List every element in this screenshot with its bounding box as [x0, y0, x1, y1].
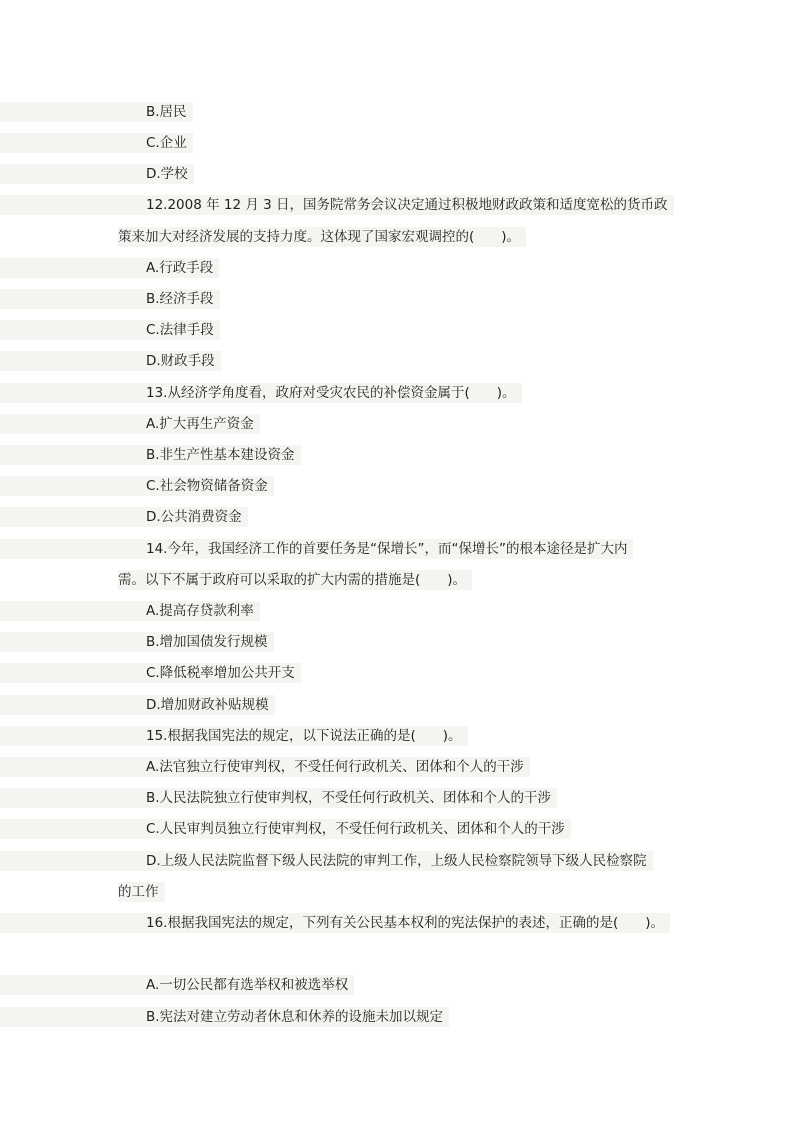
line-text: 的工作: [118, 882, 165, 902]
option-line: [0, 695, 275, 715]
option-line: [0, 414, 260, 434]
line-text: A.行政手段: [0, 258, 219, 278]
option-line: [0, 476, 274, 496]
line-text: C.降低税率增加公共开支: [0, 663, 301, 683]
option-line: [0, 289, 220, 309]
line-text: 16.根据我国宪法的规定，下列有关公民基本权利的宪法保护的表述，正确的是( )。: [0, 913, 670, 933]
question-continuation: [0, 570, 472, 590]
question-line: [0, 726, 468, 746]
option-line: [0, 819, 571, 839]
option-line: [0, 1007, 449, 1027]
line-text: B.居民: [0, 102, 193, 122]
line-text: D.财政手段: [0, 351, 221, 371]
option-line: [0, 757, 530, 777]
line-text: 15.根据我国宪法的规定，以下说法正确的是( )。: [0, 726, 468, 746]
line-text: A.提高存贷款利率: [0, 601, 260, 621]
line-text: D.上级人民法院监督下级人民法院的审判工作，上级人民检察院领导下级人民检察院: [0, 851, 653, 871]
line-text: 12.2008 年 12 月 3 日，国务院常务会议决定通过积极地财政政策和适度宽松的货币政: [0, 195, 674, 215]
option-line: [0, 851, 653, 871]
question-line: [0, 913, 670, 933]
option-line: [0, 164, 194, 184]
option-line: [0, 507, 248, 527]
line-text: D.学校: [0, 164, 194, 184]
question-line: [0, 383, 522, 403]
line-text: B.增加国债发行规模: [0, 632, 274, 652]
line-text: A.扩大再生产资金: [0, 414, 260, 434]
line-text: B.宪法对建立劳动者休息和休养的设施未加以规定: [0, 1007, 449, 1027]
option-line: [0, 133, 193, 153]
line-text: 策来加大对经济发展的支持力度。这体现了国家宏观调控的( )。: [118, 227, 526, 247]
option-line: [0, 975, 354, 995]
line-text: A.法官独立行使审判权，不受任何行政机关、团体和个人的干涉: [0, 757, 530, 777]
line-text: B.经济手段: [0, 289, 220, 309]
option-line: [0, 102, 193, 122]
line-text: C.社会物资储备资金: [0, 476, 274, 496]
option-continuation: [0, 882, 165, 902]
line-text: C.企业: [0, 133, 193, 153]
option-line: [0, 258, 219, 278]
line-text: 14.今年，我国经济工作的首要任务是“保增长”，而“保增长”的根本途径是扩大内: [0, 539, 633, 559]
option-line: [0, 320, 220, 340]
line-text: B.非生产性基本建设资金: [0, 445, 301, 465]
option-line: [0, 788, 557, 808]
question-continuation: [0, 227, 526, 247]
line-text: B.人民法院独立行使审判权，不受任何行政机关、团体和个人的干涉: [0, 788, 557, 808]
line-text: C.法律手段: [0, 320, 220, 340]
line-text: D.公共消费资金: [0, 507, 248, 527]
option-line: [0, 351, 221, 371]
option-line: [0, 632, 274, 652]
line-text: 需。以下不属于政府可以采取的扩大内需的措施是( )。: [118, 570, 472, 590]
line-text: C.人民审判员独立行使审判权，不受任何行政机关、团体和个人的干涉: [0, 819, 571, 839]
line-text: D.增加财政补贴规模: [0, 695, 275, 715]
question-line: [0, 539, 633, 559]
option-line: [0, 663, 301, 683]
question-line: [0, 195, 674, 215]
option-line: [0, 601, 260, 621]
line-text: 13.从经济学角度看，政府对受灾农民的补偿资金属于( )。: [0, 383, 522, 403]
option-line: [0, 445, 301, 465]
line-text: A.一切公民都有选举权和被选举权: [0, 975, 354, 995]
